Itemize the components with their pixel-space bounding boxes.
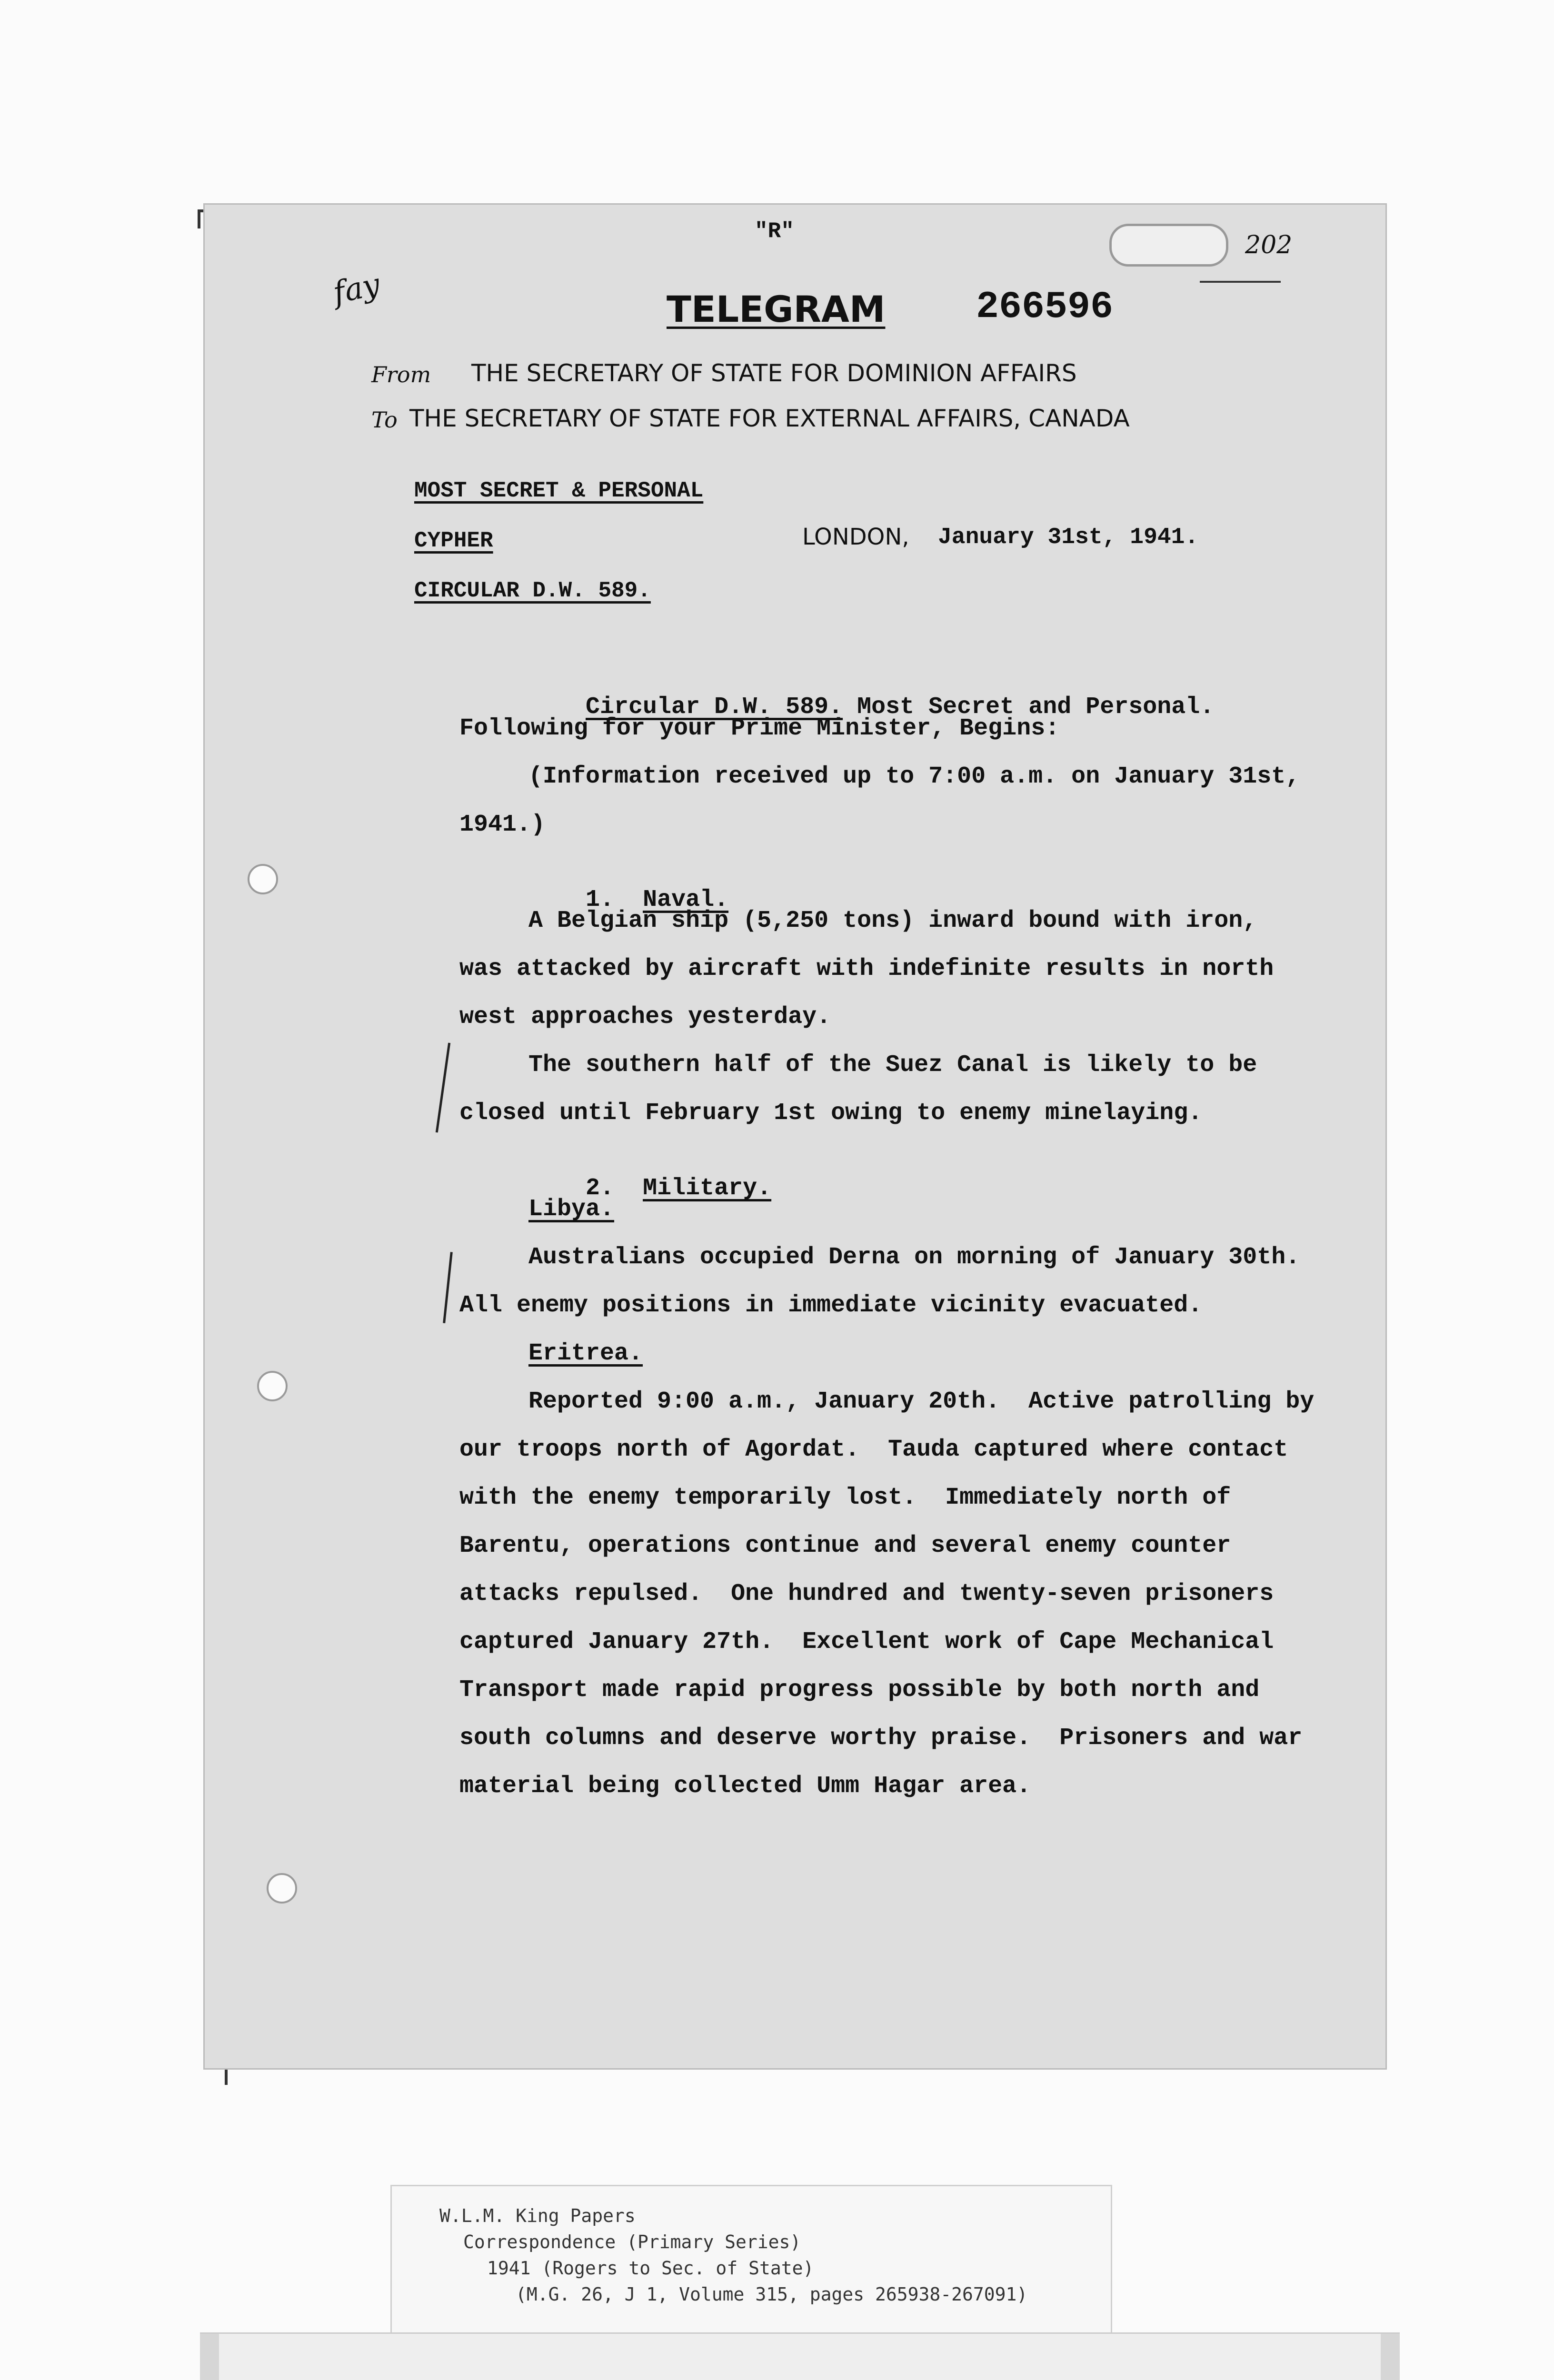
section-number: 2.: [586, 1175, 615, 1202]
body-info-line: (Information received up to 7:00 a.m. on January 31st,: [528, 763, 1300, 790]
naval-line: west approaches yesterday.: [459, 1003, 831, 1031]
label-line: (M.G. 26, J 1, Volume 315, pages 265938-267091): [516, 2284, 1028, 2305]
naval-line: A Belgian ship (5,250 tons) inward bound with iron,: [528, 907, 1257, 934]
punch-hole: [267, 1873, 297, 1904]
from-value: THE SECRETARY OF STATE FOR DOMINION AFFAIRS: [471, 359, 1077, 387]
transmission-method: CYPHER: [414, 528, 493, 553]
label-line: 1941 (Rogers to Sec. of State): [487, 2258, 814, 2279]
place: LONDON,: [802, 524, 909, 550]
section-title: Naval.: [643, 886, 729, 913]
card-edge: [200, 2334, 219, 2380]
section-title: Military.: [643, 1175, 772, 1202]
margin-pencil-mark: [443, 1252, 453, 1323]
archive-catalogue-label: [390, 2185, 1112, 2335]
libya-line: Australians occupied Derna on morning of January 30th.: [528, 1244, 1300, 1271]
eritrea-line: attacks repulsed. One hundred and twenty-seven prisoners: [459, 1580, 1274, 1607]
naval-line: The southern half of the Suez Canal is likely to be: [528, 1051, 1257, 1079]
label-line: Correspondence (Primary Series): [463, 2231, 801, 2252]
page-number: 202: [1245, 231, 1293, 259]
eritrea-line: Transport made rapid progress possible by both north and: [459, 1676, 1260, 1704]
naval-line: was attacked by aircraft with indefinite results in north: [459, 955, 1274, 982]
naval-line: closed until February 1st owing to enemy minelaying.: [459, 1100, 1203, 1127]
eritrea-line: with the enemy temporarily lost. Immediately north of: [459, 1484, 1231, 1511]
date: January 31st, 1941.: [938, 525, 1199, 550]
eritrea-line: our troops north of Agordat. Tauda captured where contact: [459, 1436, 1288, 1463]
body-info-line: 1941.): [459, 811, 546, 838]
document-title: TELEGRAM: [667, 288, 886, 330]
public-archives-card: [200, 2332, 1400, 2380]
handwritten-initials: fay: [330, 267, 383, 311]
eritrea-line: south columns and deserve worthy praise. Prisoners and war: [459, 1725, 1303, 1752]
label-line: W.L.M. King Papers: [439, 2205, 636, 2226]
to-value: THE SECRETARY OF STATE FOR EXTERNAL AFFAIRS, CANADA: [409, 405, 1130, 432]
telegram-number: 266596: [976, 286, 1114, 329]
subsection-libya: Libya.: [528, 1196, 615, 1223]
header-mark: "R": [755, 219, 794, 244]
telegram-sheet: [205, 205, 1385, 2068]
card-edge: [1381, 2334, 1400, 2380]
secrecy-marking: MOST SECRET & PERSONAL: [414, 478, 704, 503]
body-reference: Circular D.W. 589.: [586, 694, 843, 721]
subsection-eritrea: Eritrea.: [528, 1340, 643, 1367]
divider: [1200, 281, 1281, 283]
crop-mark-bottom-left: [225, 2066, 228, 2085]
circular-reference: CIRCULAR D.W. 589.: [414, 578, 651, 603]
margin-pencil-mark: [436, 1043, 450, 1133]
crop-mark-top-left: [198, 209, 200, 228]
eritrea-line: captured January 27th. Excellent work of Cape Mechanical: [459, 1628, 1274, 1656]
punch-hole: [248, 864, 278, 894]
eritrea-line: Reported 9:00 a.m., January 20th. Active patrolling by: [528, 1388, 1315, 1415]
eritrea-line: Barentu, operations continue and several enemy counter: [459, 1532, 1231, 1559]
to-label: To: [371, 407, 398, 433]
punch-hole: [257, 1371, 288, 1401]
body-intro: Following for your Prime Minister, Begins:: [459, 715, 1060, 742]
body-reference-rest: Most Secret and Personal.: [843, 694, 1215, 721]
libya-line: All enemy positions in immediate vicinity evacuated.: [459, 1292, 1203, 1319]
paper-clip: [1109, 224, 1228, 267]
eritrea-line: material being collected Umm Hagar area.: [459, 1773, 1031, 1800]
from-label: From: [371, 362, 431, 387]
section-number: 1.: [586, 886, 615, 913]
